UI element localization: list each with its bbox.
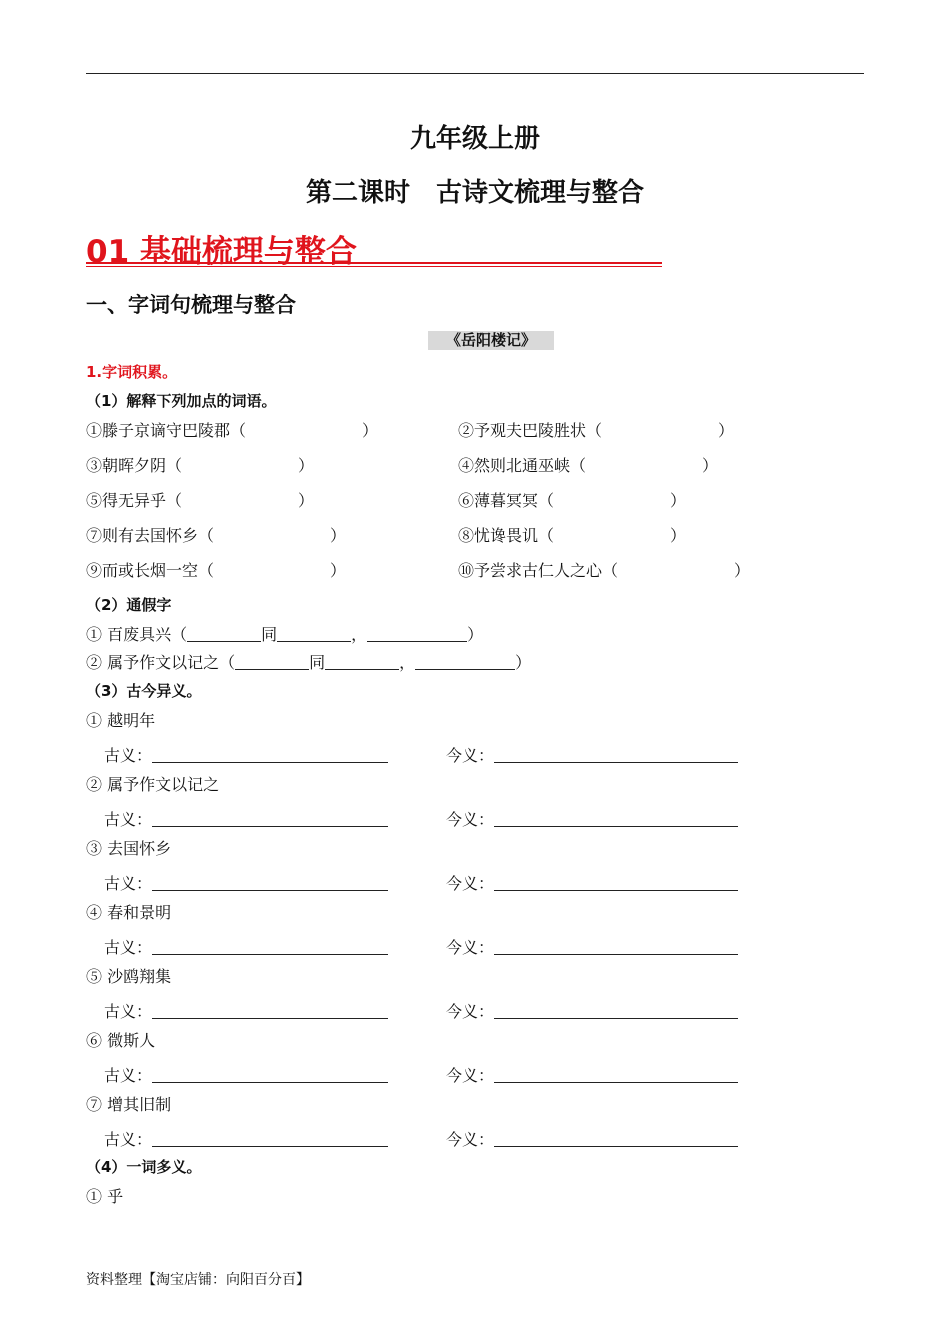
gujin-item: ⑦ 增其旧制 xyxy=(86,1095,172,1114)
question-1-title: （1）解释下列加点的词语。 xyxy=(86,392,277,410)
section-underline-thin xyxy=(86,266,662,267)
gu-line: 古义： xyxy=(104,807,388,830)
jin-line: 今义： xyxy=(446,999,738,1022)
gujin-item: ⑥ 微斯人 xyxy=(86,1031,156,1050)
gujin-item: ⑤ 沙鸥翔集 xyxy=(86,967,172,986)
section-underline xyxy=(86,262,662,264)
gu-line: 古义： xyxy=(104,1063,388,1086)
explain-item: ④然则北通巫峡（ ） xyxy=(458,456,719,475)
explain-item: ②予观夫巴陵胜状（ ） xyxy=(458,421,735,440)
grade-title: 九年级上册 xyxy=(409,124,540,154)
gu-line: 古义： xyxy=(104,935,388,958)
explain-item: ③朝晖夕阴（ ） xyxy=(86,456,315,475)
explain-item: ⑩予尝求古仁人之心（ ） xyxy=(458,561,751,580)
jin-line: 今义： xyxy=(446,935,738,958)
gu-line: 古义： xyxy=(104,743,388,766)
gu-line: 古义： xyxy=(104,871,388,894)
jin-line: 今义： xyxy=(446,807,738,830)
duoyi-item: ① 乎 xyxy=(86,1187,124,1206)
gu-line: 古义： xyxy=(104,999,388,1022)
explain-item: ⑧忧谗畏讥（ ） xyxy=(458,526,687,545)
gujin-item: ① 越明年 xyxy=(86,711,156,730)
explain-item: ⑦则有去国怀乡（ ） xyxy=(86,526,347,545)
header-rule xyxy=(86,73,864,74)
explain-item: ⑥薄暮冥冥（ ） xyxy=(458,491,687,510)
section-heading: 01 基础梳理与整合 xyxy=(86,234,357,270)
jin-line: 今义： xyxy=(446,871,738,894)
explain-item: ①滕子京谪守巴陵郡（ ） xyxy=(86,421,379,440)
text-name-label: 《岳阳楼记》 xyxy=(428,331,554,350)
vocab-title: 1.字词积累。 xyxy=(86,363,178,381)
tongjia-item: ① 百废具兴（ 同 ， ） xyxy=(86,625,484,644)
gu-line: 古义： xyxy=(104,1127,388,1150)
tongjia-item: ② 属予作文以记之（ 同 ， ） xyxy=(86,653,532,672)
explain-item: ⑤得无异乎（ ） xyxy=(86,491,315,510)
explain-item: ⑨而或长烟一空（ ） xyxy=(86,561,347,580)
sub-heading: 一、字词句梳理与整合 xyxy=(86,293,296,317)
jin-line: 今义： xyxy=(446,1063,738,1086)
question-3-title: （3）古今异义。 xyxy=(86,682,202,700)
gujin-item: ③ 去国怀乡 xyxy=(86,839,172,858)
jin-line: 今义： xyxy=(446,743,738,766)
jin-line: 今义： xyxy=(446,1127,738,1150)
question-2-title: （2）通假字 xyxy=(86,596,172,614)
gujin-item: ② 属予作文以记之 xyxy=(86,775,220,794)
question-4-title: （4）一词多义。 xyxy=(86,1158,202,1176)
footer-text: 资料整理【淘宝店铺：向阳百分百】 xyxy=(86,1272,310,1288)
gujin-item: ④ 春和景明 xyxy=(86,903,172,922)
lesson-title: 第二课时 古诗文梳理与整合 xyxy=(305,178,644,208)
